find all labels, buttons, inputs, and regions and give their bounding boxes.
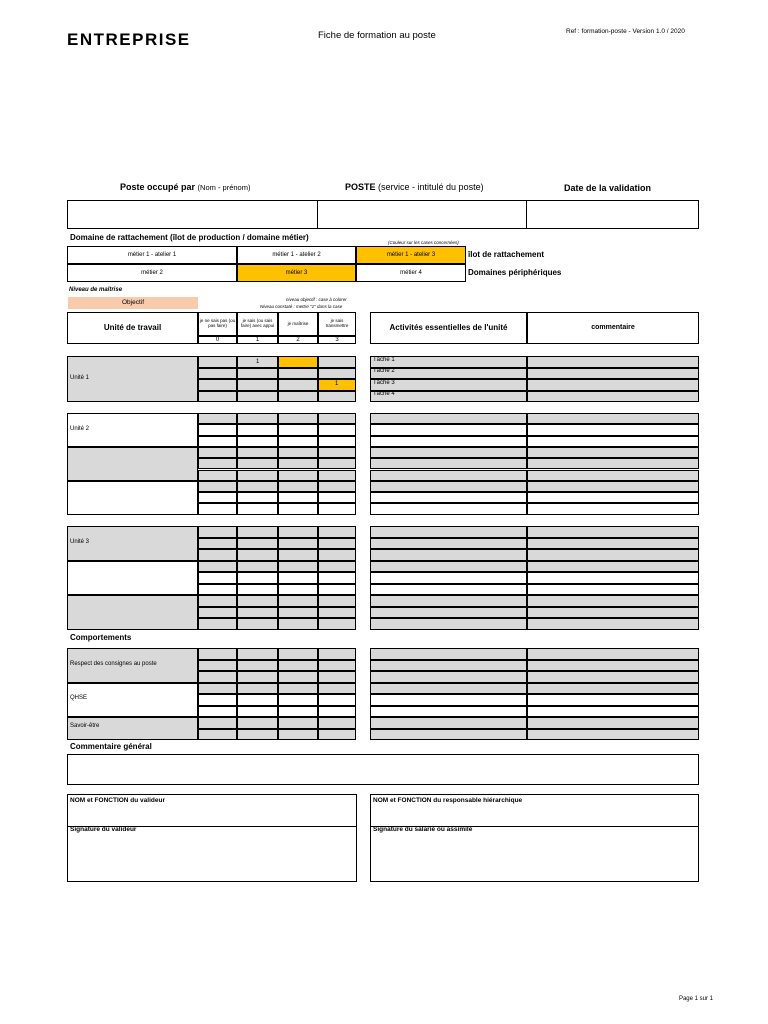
level-cell[interactable] [237,607,278,619]
comment-cell[interactable] [527,694,699,706]
comment-cell[interactable] [527,526,699,538]
level-cell[interactable] [198,368,237,380]
comment-cell[interactable] [527,584,699,596]
level-cell[interactable] [318,356,356,368]
level-cell[interactable] [198,717,237,729]
level-cell[interactable] [237,391,278,403]
level-cell[interactable] [198,492,237,503]
task-3: Tâche 3 [373,380,395,386]
unit-group-cell [67,481,198,515]
level-cell[interactable] [278,561,318,573]
comment-cell[interactable] [527,424,699,435]
level-cell[interactable] [278,595,318,607]
level-cell[interactable] [318,706,356,718]
objectif-legend: Objectif [68,297,198,309]
level-cell[interactable] [198,538,237,550]
level-cell[interactable] [198,729,237,741]
level-cell[interactable] [198,481,237,492]
level-cell[interactable] [198,458,237,469]
activity-cell[interactable] [370,618,527,630]
unit-group-cell [67,561,198,596]
level-number-1: 1 [237,336,278,344]
brand-logo: ENTREPRISE [67,30,191,49]
level-cell[interactable] [278,447,318,458]
comment-cell[interactable] [527,618,699,630]
level-cell[interactable] [198,584,237,596]
level-cell[interactable] [318,368,356,380]
level-cell[interactable] [318,660,356,672]
level-cell[interactable] [278,481,318,492]
level-cell[interactable] [318,561,356,573]
domaine-cell-2-2[interactable]: métier 3 [237,264,356,282]
level-cell[interactable] [198,424,237,435]
comment-cell[interactable] [527,729,699,741]
date-validation-label: Date de la validation [564,183,652,193]
comment-cell[interactable] [527,470,699,481]
level-cell[interactable] [278,683,318,695]
poste-label-hint: (service - intitulé du poste) [378,182,484,192]
activity-cell[interactable] [370,492,527,503]
niveau-note-objectif: niveau objectif : case à colorer [286,297,347,302]
commentaire-general-title: Commentaire général [70,742,152,751]
level-cell[interactable] [198,561,237,573]
level-cell[interactable] [237,706,278,718]
level-number-2: 2 [278,336,318,344]
valideur-box[interactable] [67,794,357,882]
comment-cell[interactable] [527,458,699,469]
level-cell[interactable] [278,503,318,514]
comment-cell[interactable] [527,368,699,380]
unit1-mark-2: 1 [335,381,339,387]
level-cell[interactable] [318,436,356,447]
level-cell[interactable] [237,413,278,424]
level-cell[interactable] [278,572,318,584]
comment-cell[interactable] [527,561,699,573]
comment-cell[interactable] [527,683,699,695]
domaine-cell-1-2[interactable]: métier 1 - atelier 2 [237,246,356,264]
comment-cell[interactable] [527,595,699,607]
level-cell[interactable] [237,595,278,607]
level-cell[interactable] [237,717,278,729]
poste-occupe-label-hint: (Nom - prénom) [197,183,251,192]
comportement-qhse: QHSE [70,695,88,701]
level-cell[interactable] [237,447,278,458]
level-cell[interactable] [318,413,356,424]
activity-cell[interactable] [370,458,527,469]
level-cell[interactable] [198,607,237,619]
comment-cell[interactable] [527,549,699,561]
level-cell[interactable] [318,458,356,469]
comportements-title: Comportements [70,633,132,642]
level-cell[interactable] [198,356,237,368]
activity-cell[interactable] [370,572,527,584]
valideur-nom-label: NOM et FONCTION du valideur [70,797,165,804]
activity-cell[interactable] [370,584,527,596]
level-cell[interactable] [318,618,356,630]
unit1-label: Unité 1 [70,375,90,381]
task-1: Tâche 1 [373,357,395,363]
date-validation-field[interactable] [526,200,699,229]
level-cell[interactable] [318,595,356,607]
domaine-cell-1-3[interactable]: métier 1 - atelier 3 [356,246,466,264]
level-cell[interactable] [278,717,318,729]
level-cell[interactable] [278,458,318,469]
level-cell[interactable] [318,694,356,706]
comment-cell[interactable] [527,356,699,368]
activity-cell[interactable] [370,503,527,514]
level-cell[interactable] [278,549,318,561]
valideur-sig-label: Signature du valideur [70,826,137,833]
level-cell[interactable] [237,492,278,503]
unit2-label: Unité 2 [70,426,90,432]
domaine-cell-1-1[interactable]: métier 1 - atelier 1 [67,246,237,264]
comment-cell[interactable] [527,717,699,729]
level-cell[interactable] [198,671,237,683]
level-cell[interactable] [198,618,237,630]
comment-cell[interactable] [527,706,699,718]
level-cell[interactable] [198,526,237,538]
level-cell[interactable] [278,729,318,741]
comportement-respect: Respect des consignes au poste [70,661,157,667]
domaine-title: Domaine de rattachement (îlot de production / domaine métier) [70,233,309,242]
level-cell[interactable] [278,391,318,403]
comment-cell[interactable] [527,648,699,660]
level-cell[interactable] [318,391,356,403]
level-cell[interactable] [278,424,318,435]
level-header-2: je maîtrise [278,312,318,336]
level-cell[interactable] [278,607,318,619]
poste-occupe-label-bold: Poste occupé par [120,182,196,192]
level-cell[interactable] [198,706,237,718]
level-cell[interactable] [198,379,237,391]
activity-cell[interactable] [370,660,527,672]
commentaire-header: commentaire [527,312,699,344]
poste-label-bold: POSTE [345,182,376,192]
level-cell[interactable] [318,717,356,729]
comment-cell[interactable] [527,481,699,492]
activity-cell[interactable] [370,526,527,538]
activity-cell[interactable] [370,561,527,573]
level-cell[interactable] [198,595,237,607]
activity-cell[interactable] [370,648,527,660]
level-cell[interactable] [318,492,356,503]
level-cell[interactable] [318,538,356,550]
nom-prenom-field[interactable] [67,200,318,229]
activity-cell[interactable] [370,538,527,550]
level-cell[interactable] [278,671,318,683]
level-cell[interactable] [278,470,318,481]
comment-cell[interactable] [527,492,699,503]
level-cell[interactable] [237,470,278,481]
domaine-cell-2-3[interactable]: métier 4 [356,264,466,282]
document-reference: Ref : formation-poste - Version 1.0 / 2020 [566,28,685,35]
level-cell[interactable] [318,481,356,492]
level-cell[interactable] [318,424,356,435]
level-cell[interactable] [278,356,318,368]
level-cell[interactable] [198,391,237,403]
level-cell[interactable] [278,706,318,718]
level-cell[interactable] [318,503,356,514]
comment-cell[interactable] [527,538,699,550]
poste-occupe-label [120,182,250,192]
comment-cell[interactable] [527,671,699,683]
level-cell[interactable] [237,538,278,550]
level-cell[interactable] [318,683,356,695]
level-cell[interactable] [198,447,237,458]
level-cell[interactable] [198,549,237,561]
activites-header: Activités essentielles de l'unité [370,312,527,344]
activity-cell[interactable] [370,729,527,741]
task-2: Tâche 2 [373,368,395,374]
level-cell[interactable] [237,572,278,584]
level-cell[interactable] [318,729,356,741]
comment-cell[interactable] [527,607,699,619]
level-cell[interactable] [237,671,278,683]
level-cell[interactable] [237,694,278,706]
comment-cell[interactable] [527,413,699,424]
level-cell[interactable] [318,648,356,660]
level-number-0: 0 [198,336,237,344]
level-cell[interactable] [278,436,318,447]
level-cell[interactable] [318,526,356,538]
task-4: Tâche 4 [373,391,395,397]
document-title: Fiche de formation au poste [318,30,436,41]
poste-field[interactable] [317,200,527,229]
level-cell[interactable] [198,694,237,706]
level-cell[interactable] [278,694,318,706]
activity-cell[interactable] [370,694,527,706]
domaine-hint: (Couleur sur les cases concernées) [388,240,459,245]
activity-cell[interactable] [370,671,527,683]
level-cell[interactable] [237,561,278,573]
unit-group-cell [67,447,198,481]
niveau-note-constate: Niveau constaté : mettre "1" dans la case [260,304,343,309]
level-cell[interactable] [237,526,278,538]
level-cell[interactable] [237,683,278,695]
poste-label [345,182,484,192]
responsable-box[interactable] [370,794,699,882]
level-cell[interactable] [198,683,237,695]
level-cell[interactable] [237,648,278,660]
unit3-label: Unité 3 [70,539,90,545]
activity-cell[interactable] [370,607,527,619]
level-cell[interactable] [278,379,318,391]
comment-cell[interactable] [527,572,699,584]
level-cell[interactable] [278,648,318,660]
level-header-0: je ne sais pas (ou pas faire) [198,312,237,336]
unit-group-cell [67,595,198,630]
activity-cell[interactable] [370,481,527,492]
comportement-savoir-etre: Savoir-être [70,723,100,729]
comment-cell[interactable] [527,436,699,447]
level-cell[interactable] [237,424,278,435]
niveau-title: Niveau de maîtrise [69,287,123,293]
activity-cell[interactable] [370,595,527,607]
domaine-cell-2-1[interactable]: métier 2 [67,264,237,282]
level-header-1: je sais (ou sais faire) avec appui [237,312,278,336]
unite-header: Unité de travail [67,312,198,344]
activity-cell[interactable] [370,683,527,695]
activity-cell[interactable] [370,424,527,435]
level-cell[interactable] [237,379,278,391]
activity-cell[interactable] [370,436,527,447]
level-cell[interactable] [278,660,318,672]
level-cell[interactable] [318,470,356,481]
level-cell[interactable] [278,413,318,424]
level-cell[interactable] [278,584,318,596]
responsable-nom-label: NOM et FONCTION du responsable hiérarchique [373,797,523,804]
level-cell[interactable] [198,572,237,584]
comment-cell[interactable] [527,391,699,403]
level-cell[interactable] [237,618,278,630]
unit1-mark-1: 1 [256,359,260,365]
comment-cell[interactable] [527,379,699,391]
level-cell[interactable] [237,549,278,561]
level-cell[interactable] [318,572,356,584]
level-cell[interactable] [237,729,278,741]
level-cell[interactable] [198,660,237,672]
activity-cell[interactable] [370,549,527,561]
level-cell[interactable] [278,368,318,380]
salarie-sig-label: Signature du salarié ou assimilé [373,826,473,833]
level-cell[interactable] [278,538,318,550]
level-number-3: 3 [318,336,356,344]
level-cell[interactable] [237,481,278,492]
level-cell[interactable] [237,436,278,447]
activity-cell[interactable] [370,447,527,458]
level-cell[interactable] [318,671,356,683]
level-cell[interactable] [237,584,278,596]
level-cell[interactable] [318,584,356,596]
page-number: Page 1 sur 1 [678,996,713,1002]
level-cell[interactable] [198,436,237,447]
level-cell[interactable] [318,549,356,561]
level-cell[interactable] [198,413,237,424]
level-cell[interactable] [237,660,278,672]
commentaire-general-field[interactable] [67,754,699,785]
level-cell[interactable] [237,458,278,469]
activity-cell[interactable] [370,470,527,481]
level-cell[interactable] [237,503,278,514]
level-cell[interactable] [198,648,237,660]
peripheral-label: Domaines périphériques [468,268,562,277]
comment-cell[interactable] [527,503,699,514]
level-header-3: je sais transmettre [318,312,356,336]
activity-cell[interactable] [370,706,527,718]
level-cell[interactable] [318,607,356,619]
level-cell[interactable] [198,503,237,514]
level-cell[interactable] [278,618,318,630]
comment-cell[interactable] [527,447,699,458]
level-cell[interactable] [278,526,318,538]
activity-cell[interactable] [370,413,527,424]
level-cell[interactable] [237,368,278,380]
level-cell[interactable] [318,447,356,458]
activity-cell[interactable] [370,717,527,729]
level-cell[interactable] [278,492,318,503]
level-cell[interactable] [198,470,237,481]
comment-cell[interactable] [527,660,699,672]
ilot-label: îlot de rattachement [468,250,545,259]
